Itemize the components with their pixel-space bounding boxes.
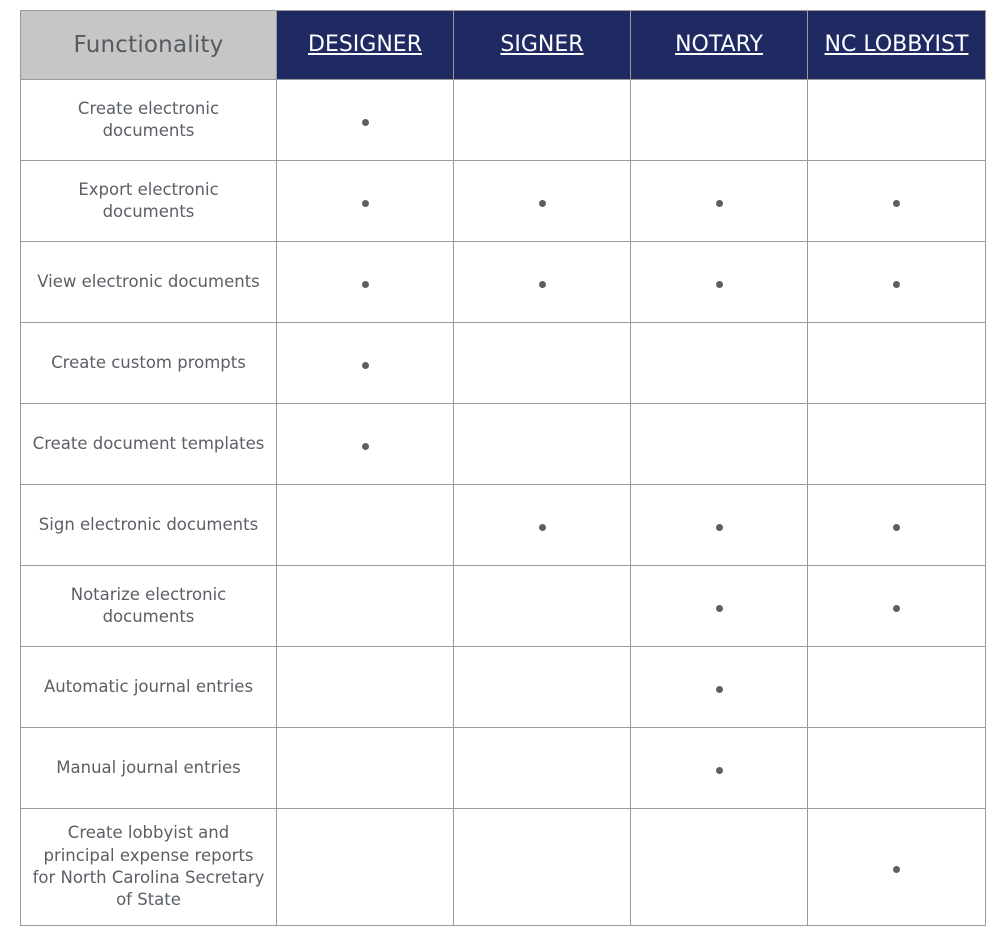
bullet-icon: [539, 524, 546, 531]
bullet-icon: [716, 605, 723, 612]
cell-designer: [277, 485, 454, 566]
row-label: Manual journal entries: [21, 728, 277, 809]
cell-signer: [454, 161, 631, 242]
cell-notary: [631, 242, 808, 323]
bullet-icon: [893, 200, 900, 207]
bullet-icon: [716, 686, 723, 693]
cell-notary: [631, 80, 808, 161]
column-header-signer: [454, 11, 631, 80]
cell-designer: [277, 161, 454, 242]
bullet-icon: [716, 524, 723, 531]
cell-nc-lobbyist: [808, 647, 986, 728]
bullet-icon: [893, 281, 900, 288]
cell-signer: [454, 242, 631, 323]
cell-designer: [277, 404, 454, 485]
cell-signer: [454, 647, 631, 728]
cell-notary: [631, 404, 808, 485]
cell-notary: [631, 647, 808, 728]
row-label: Create lobbyist and principal expense reports for North Carolina Secretary of State: [21, 809, 277, 926]
bullet-icon: [362, 443, 369, 450]
row-label: Notarize electronic documents: [21, 566, 277, 647]
cell-nc-lobbyist: [808, 404, 986, 485]
table-row: [21, 80, 986, 161]
table-row: [21, 161, 986, 242]
table-row: [21, 485, 986, 566]
row-label: Create custom prompts: [21, 323, 277, 404]
cell-nc-lobbyist: [808, 566, 986, 647]
cell-nc-lobbyist: [808, 80, 986, 161]
cell-nc-lobbyist: [808, 728, 986, 809]
table-row: [21, 566, 986, 647]
cell-designer: [277, 647, 454, 728]
bullet-icon: [539, 200, 546, 207]
cell-notary: [631, 566, 808, 647]
row-label: Create electronic documents: [21, 80, 277, 161]
table-row: [21, 809, 986, 926]
bullet-icon: [362, 362, 369, 369]
bullet-icon: [539, 281, 546, 288]
cell-notary: [631, 728, 808, 809]
bullet-icon: [893, 524, 900, 531]
column-header-nc-lobbyist: [808, 11, 986, 80]
cell-nc-lobbyist: [808, 323, 986, 404]
table-row: [21, 242, 986, 323]
table-header: [21, 11, 986, 80]
table-row: [21, 647, 986, 728]
bullet-icon: [362, 200, 369, 207]
row-label: View electronic documents: [21, 242, 277, 323]
bullet-icon: [716, 767, 723, 774]
cell-signer: [454, 809, 631, 926]
cell-notary: [631, 485, 808, 566]
row-label: Sign electronic documents: [21, 485, 277, 566]
column-header-functionality: Functionality: [21, 11, 277, 80]
bullet-icon: [893, 605, 900, 612]
cell-signer: [454, 80, 631, 161]
cell-signer: [454, 728, 631, 809]
cell-designer: [277, 242, 454, 323]
cell-nc-lobbyist: [808, 485, 986, 566]
cell-signer: [454, 566, 631, 647]
column-header-signer-label: SIGNER: [500, 31, 584, 57]
table-row: [21, 728, 986, 809]
bullet-icon: [362, 119, 369, 126]
cell-signer: [454, 485, 631, 566]
cell-signer: [454, 404, 631, 485]
cell-nc-lobbyist: [808, 809, 986, 926]
cell-notary: [631, 161, 808, 242]
cell-designer: [277, 809, 454, 926]
cell-designer: [277, 728, 454, 809]
column-header-nc-lobbyist-label: NC LOBBYIST: [824, 31, 969, 57]
feature-comparison-table: [20, 10, 986, 926]
header-row: [21, 11, 986, 80]
column-header-designer: [277, 11, 454, 80]
row-label: Create document templates: [21, 404, 277, 485]
cell-designer: [277, 80, 454, 161]
column-header-notary: [631, 11, 808, 80]
table-row: [21, 404, 986, 485]
cell-nc-lobbyist: [808, 242, 986, 323]
bullet-icon: [362, 281, 369, 288]
cell-designer: [277, 323, 454, 404]
cell-notary: [631, 323, 808, 404]
cell-notary: [631, 809, 808, 926]
bullet-icon: [716, 281, 723, 288]
cell-nc-lobbyist: [808, 161, 986, 242]
column-header-notary-label: NOTARY: [675, 31, 763, 57]
table-row: [21, 323, 986, 404]
column-header-designer-label: DESIGNER: [308, 31, 422, 57]
cell-designer: [277, 566, 454, 647]
row-label: Export electronic documents: [21, 161, 277, 242]
table-body: [21, 80, 986, 926]
row-label: Automatic journal entries: [21, 647, 277, 728]
bullet-icon: [893, 866, 900, 873]
cell-signer: [454, 323, 631, 404]
bullet-icon: [716, 200, 723, 207]
